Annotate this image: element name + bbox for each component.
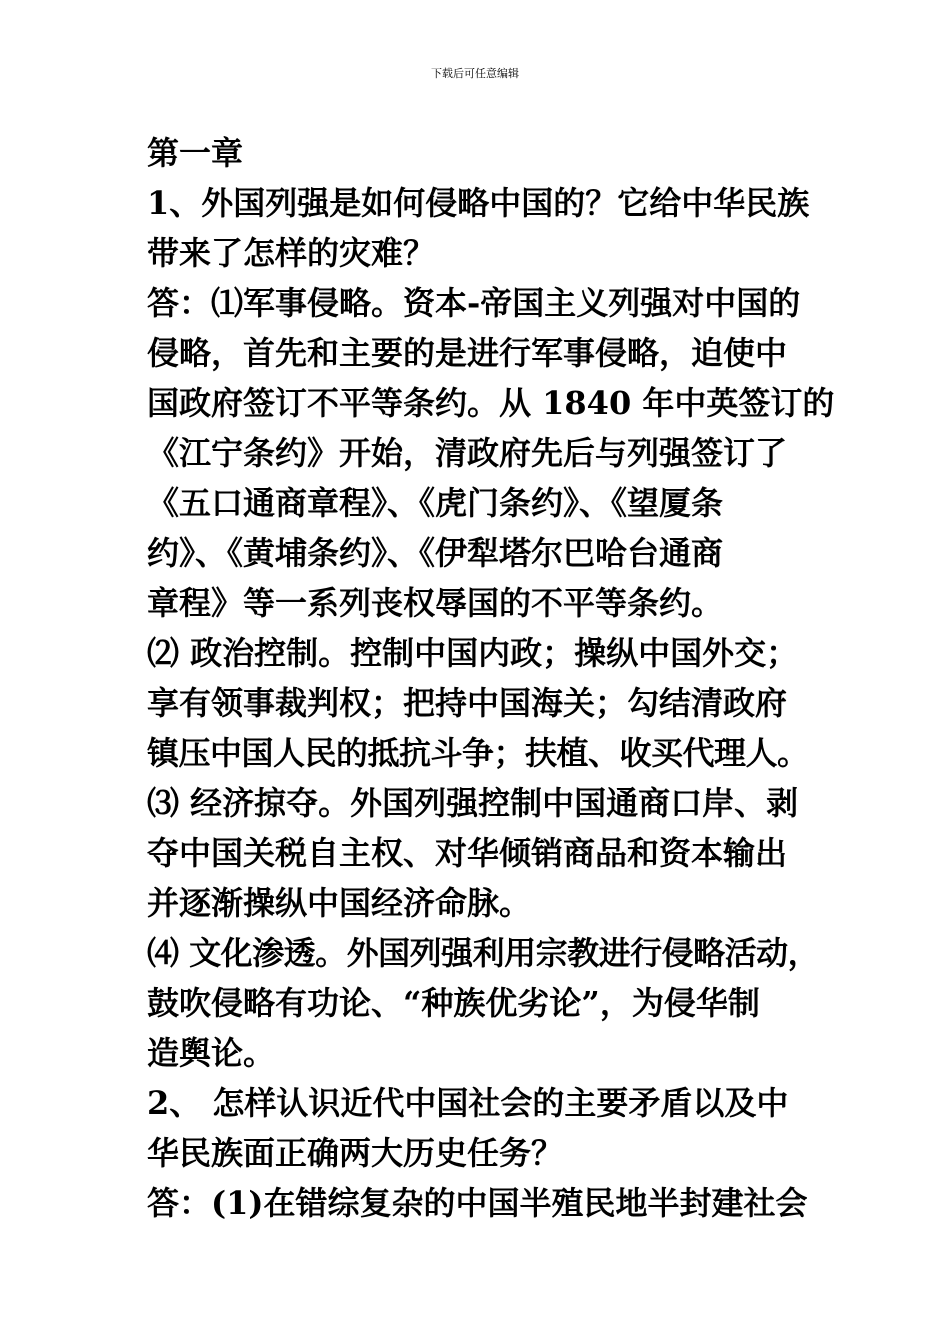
answer-1-point-3-line-2: 夺中国关税自主权、对华倾销商品和资本输出 (147, 834, 788, 872)
answer-1-point-4-line-3: 造舆论。 (147, 1034, 276, 1072)
answer-1-point-3-line-3: 并逐渐操纵中国经济命脉。 (147, 884, 532, 922)
page-header-note: 下载后可任意编辑 (431, 67, 519, 80)
question-2-line-1: 2、 怎样认识近代中国社会的主要矛盾以及中 (147, 1084, 789, 1122)
chapter-title: 第一章 (147, 134, 244, 172)
answer-1-line-5: 《五口通商章程》、《虎门条约》、《望厦条 (147, 484, 724, 522)
answer-1-line-4: 《江宁条约》开始，清政府先后与列强签订了 (147, 434, 788, 472)
answer-1-point-4-line-2: 鼓吹侵略有功论、“种族优劣论”，为侵华制 (147, 984, 760, 1022)
question-1-line-1: 1、外国列强是如何侵略中国的？它给中华民族 (147, 184, 810, 222)
answer-1-line-7: 章程》等一系列丧权辱国的不平等条约。 (147, 584, 724, 622)
question-2-line-2: 华民族面正确两大历史任务？ (147, 1134, 564, 1172)
answer-1-line-2: 侵略，首先和主要的是进行军事侵略，迫使中 (147, 334, 788, 372)
question-1-line-2: 带来了怎样的灾难？ (147, 234, 436, 272)
answer-1-line-3: 国政府签订不平等条约。从 1840 年中英签订的 (147, 384, 835, 422)
answer-1-point-4-line-1: ⑷ 文化渗透。外国列强利用宗教进行侵略活动， (147, 934, 820, 972)
document-body (147, 128, 835, 1228)
answer-1-line-1: 答：⑴军事侵略。资本-帝国主义列强对中国的 (147, 284, 801, 322)
answer-1-point-3-line-1: ⑶ 经济掠夺。外国列强控制中国通商口岸、剥 (147, 784, 799, 822)
answer-1-point-2-line-2: 享有领事裁判权；把持中国海关；勾结清政府 (147, 684, 788, 722)
answer-1-point-2-line-3: 镇压中国人民的抵抗斗争；扶植、收买代理人。 (147, 734, 809, 772)
answer-1-line-6: 约》、《黄埔条约》、《伊犁塔尔巴哈台通商 (147, 534, 724, 572)
answer-1-point-2-line-1: ⑵ 政治控制。控制中国内政；操纵中国外交； (147, 634, 799, 672)
answer-2-line-1: 答：(1)在错综复杂的中国半殖民地半封建社会 (147, 1184, 808, 1222)
